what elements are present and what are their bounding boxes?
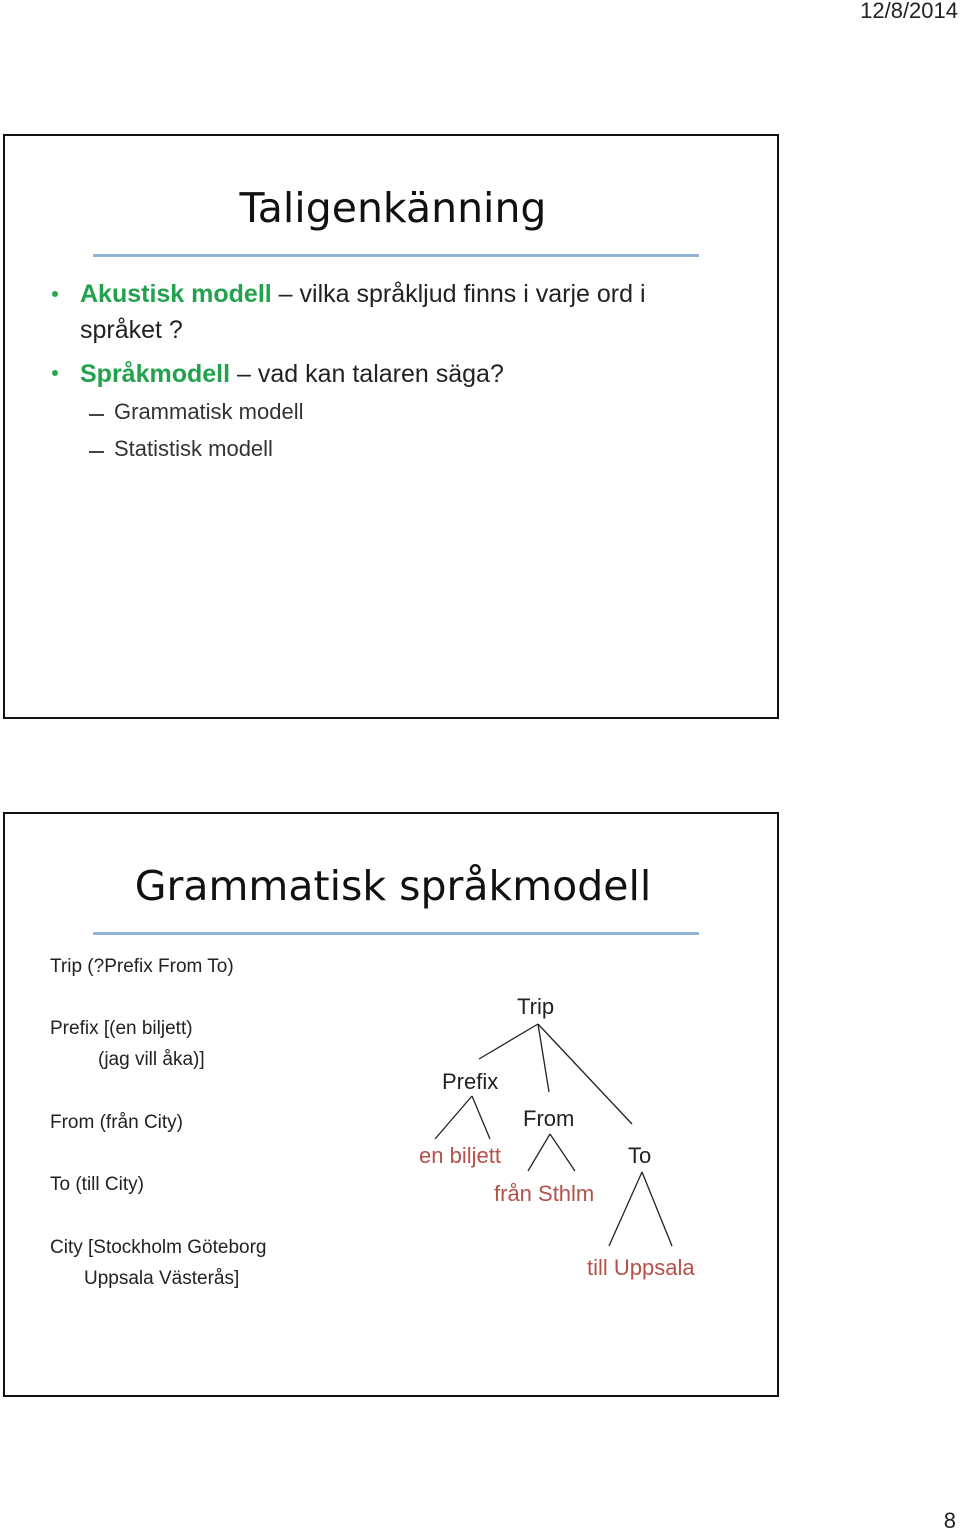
slide-title: Taligenkänning	[239, 184, 547, 232]
grammar-rule-from: From (från City)	[50, 1112, 183, 1133]
edge-from-leaf-right	[550, 1134, 575, 1171]
subitem-statistisk: Statistisk modell	[114, 436, 273, 461]
dash-icon	[89, 414, 104, 416]
grammar-rule-city-cont: Uppsala Västerås]	[84, 1268, 240, 1289]
grammar-rule-city: City [Stockholm Göteborg	[50, 1237, 267, 1258]
slide-grammatisk-sprakmodell	[3, 812, 779, 1397]
tree-leaf-fran-sthlm: från Sthlm	[494, 1181, 595, 1206]
grammar-rule-prefix-cont: (jag vill åka)]	[98, 1049, 205, 1070]
title-underline	[93, 254, 699, 257]
grammar-rule-to: To (till City)	[50, 1174, 144, 1195]
edge-to-leaf-left	[609, 1172, 642, 1246]
tree-node-from: From	[523, 1106, 575, 1131]
bullet-icon	[52, 291, 58, 297]
subitem-grammatisk: Grammatisk modell	[114, 399, 304, 424]
bullet-acoustic-cont: språket ?	[80, 316, 183, 344]
bullet-term: Akustisk modell	[80, 280, 272, 308]
bullet-term: Språkmodell	[80, 360, 231, 388]
grammar-rule-trip: Trip (?Prefix From To)	[50, 956, 234, 977]
tree-node-to: To	[628, 1143, 652, 1168]
slide-title: Grammatisk språkmodell	[134, 862, 652, 910]
header-date: 12/8/2014	[860, 0, 958, 23]
slide-taligenkanning	[3, 134, 779, 719]
tree-leaf-till-uppsala: till Uppsala	[587, 1255, 695, 1280]
tree-leaf-en-biljett: en biljett	[419, 1143, 501, 1168]
tree-node-prefix: Prefix	[442, 1069, 499, 1094]
edge-prefix-leaf-left	[435, 1096, 472, 1139]
bullet-icon	[52, 370, 58, 376]
parse-tree-edges	[5, 814, 777, 1395]
dash-icon	[89, 451, 104, 453]
edge-to-leaf-right	[642, 1172, 672, 1246]
edge-from-leaf-left	[528, 1134, 550, 1171]
edge-trip-prefix	[479, 1024, 538, 1059]
bullet-acoustic	[80, 276, 646, 312]
tree-node-trip: Trip	[517, 994, 555, 1019]
bullet-text: – vilka språkljud finns i varje ord i	[271, 280, 646, 308]
bullet-language-model	[80, 356, 504, 392]
grammar-rule-prefix: Prefix [(en biljett)	[50, 1018, 193, 1039]
edge-prefix-leaf-right	[472, 1096, 490, 1139]
bullet-text: – vad kan talaren säga?	[230, 360, 504, 388]
page-number: 8	[943, 1508, 956, 1533]
